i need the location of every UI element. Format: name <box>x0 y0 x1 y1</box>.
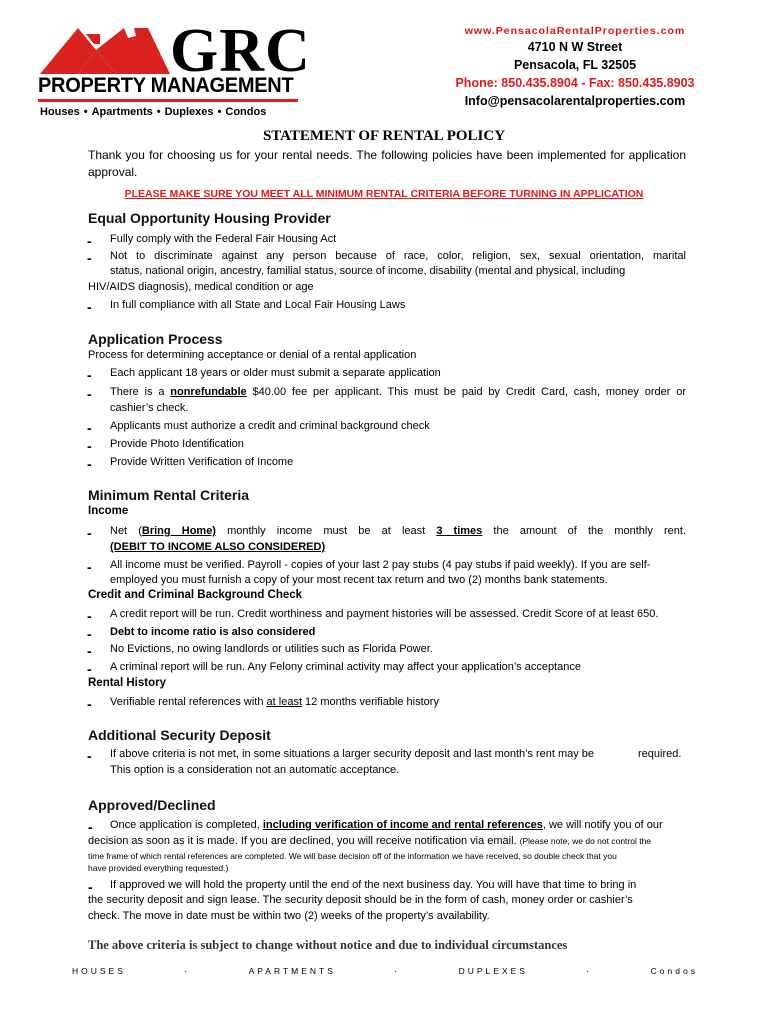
bring-home-text: Bring Home) <box>141 525 216 537</box>
application-item-3: Applicants must authorize a credit and criminal background check <box>110 420 430 432</box>
approved-heading: Approved/Declined <box>88 797 216 813</box>
logo-tagline: Houses • Apartments • Duplexes • Condos <box>40 106 267 118</box>
application-item-2-cont: cashier’s check. <box>110 402 189 414</box>
bullet-icon: - <box>87 438 92 454</box>
approved-note-line2: time frame of which rental references are completed. We will base decision off of the information we have received, so double check that you <box>88 851 617 861</box>
footer-condos: Condos <box>650 966 698 976</box>
logo-brand: GRC <box>170 17 311 85</box>
credit-item-4: A criminal report will be run. Any Felony criminal activity may affect your application’s acceptance <box>110 661 581 673</box>
bullet-icon: - <box>87 696 92 712</box>
three-times-text: 3 times <box>436 525 483 537</box>
bullet-icon: - <box>87 626 92 642</box>
intro-paragraph: Thank you for choosing us for your rental needs. The following policies have been implemented for application approval. <box>88 148 686 179</box>
approved-note-line3: have provided everything requested.) <box>88 863 229 873</box>
equal-opportunity-heading: Equal Opportunity Housing Provider <box>88 210 331 226</box>
history-text-1: Verifiable rental references with <box>110 696 267 708</box>
equal-item-2-cont: status, national origin, ancestry, familial status, source of income, disability (mental and physical, including <box>110 265 626 277</box>
tagline-houses: Houses <box>40 106 80 118</box>
approved-para-2-line3: check. The move in date must be within two (2) weeks of the property’s availability. <box>88 910 490 922</box>
history-text-3: 12 months verifiable history <box>302 696 439 708</box>
income-heading: Income <box>88 505 129 517</box>
equal-item-1: Fully comply with the Federal Fair Housing Act <box>110 233 337 245</box>
approved-para-2-line2: the security deposit and sign lease. The security deposit should be in the form of cash, money order or cashier’s <box>88 894 633 906</box>
fee-text: There is a <box>110 386 171 398</box>
application-item-1: Each applicant 18 years or older must submit a separate application <box>110 367 441 379</box>
bullet-icon: - <box>87 748 92 764</box>
income-verify-cont: employed you must furnish a copy of your most recent tax return and two (2) months bank statements. <box>110 574 608 586</box>
deposit-line-1-end: required. <box>638 748 682 760</box>
bullet-icon: - <box>87 386 92 402</box>
credit-heading: Credit and Criminal Background Check <box>88 589 303 601</box>
application-subtext: Process for determining acceptance or denial of a rental application <box>88 349 417 361</box>
document-title: STATEMENT OF RENTAL POLICY <box>262 128 506 144</box>
fee-text-2: $40.00 fee per applicant. This must be paid by Credit Card, cash, money order or <box>246 386 686 398</box>
approved-para-1-line2 <box>88 834 651 850</box>
bullet-icon: - <box>87 420 92 436</box>
tagline-duplexes: Duplexes <box>164 106 214 118</box>
bullet-icon: - <box>87 525 92 541</box>
tagline-condos: Condos <box>225 106 267 118</box>
bullet-icon: - <box>88 819 93 835</box>
at-least-text: at least <box>266 696 302 708</box>
approved-para-2: If approved we will hold the property until the end of the next business day. You will have that time to bring in <box>110 879 637 891</box>
application-item-4: Provide Photo Identification <box>110 438 244 450</box>
footer-separator: · <box>394 966 401 976</box>
approved-text-a: Once application is completed, <box>110 819 263 831</box>
nonrefundable-text: nonrefundable <box>170 386 247 398</box>
net-text-3: monthly income must be at least <box>215 525 437 537</box>
credit-item-1: A credit report will be run. Credit worthiness and payment histories will be assessed. Credit Score of at least 650. <box>110 608 659 620</box>
verification-text: including verification of income and rental references <box>262 819 543 831</box>
footer-separator: · <box>184 966 191 976</box>
email-link[interactable]: Info@pensacolarentalproperties.com <box>464 94 686 108</box>
approved-line2-text: decision as soon as it is made. If you are declined, you will receive notification via email. <box>88 835 520 847</box>
bullet-icon: - <box>88 879 93 895</box>
net-text-1: Net ( <box>110 525 142 537</box>
footer-apartments: APARTMENTS <box>248 966 336 976</box>
income-net-requirement <box>110 524 686 540</box>
bullet-icon: - <box>87 299 92 315</box>
application-item-5: Provide Written Verification of Income <box>110 456 294 468</box>
footer-disclaimer: The above criteria is subject to change without notice and due to individual circumstances <box>88 938 568 952</box>
deposit-line-2: This option is a consideration not an automatic acceptance. <box>110 764 400 776</box>
bullet-icon: - <box>87 643 92 659</box>
bullet-icon: - <box>87 661 92 677</box>
rental-history-item <box>110 695 439 711</box>
equal-item-2: Not to discriminate against any person because of race, color, religion, sex, sexual orientation, marital <box>110 250 686 262</box>
footer-houses: HOUSES <box>72 966 126 976</box>
approved-para-1 <box>110 818 663 834</box>
deposit-line-1: If above criteria is not met, in some situations a larger security deposit and last month’s rent may be <box>110 748 595 760</box>
footer-separator: · <box>586 966 593 976</box>
criteria-heading: Minimum Rental Criteria <box>88 487 250 503</box>
income-verify-item: All income must be verified. Payroll - copies of your last 2 pay stubs (4 pay stubs if paid weekly). If you are self- <box>110 559 651 571</box>
logo-name: PROPERTY MANAGEMENT <box>38 73 294 97</box>
credit-item-3: No Evictions, no owing landlords or utilities such as Florida Power. <box>110 643 433 655</box>
tagline-apartments: Apartments <box>91 106 153 118</box>
company-logo <box>38 17 311 122</box>
net-text-5: the amount of the monthly rent. <box>482 525 687 537</box>
phone-fax: Phone: 850.435.8904 - Fax: 850.435.8903 <box>455 76 695 90</box>
application-heading: Application Process <box>88 331 223 347</box>
approved-note-start: (Please note, we do not control the <box>519 836 652 846</box>
rental-history-heading: Rental History <box>88 677 166 689</box>
bullet-icon: - <box>87 456 92 472</box>
logo-divider <box>38 99 298 102</box>
website-link[interactable]: www.PensacolaRentalProperties.com <box>464 25 686 37</box>
bullet-icon: - <box>87 250 92 266</box>
debit-to-income-note: (DEBIT TO INCOME ALSO CONSIDERED) <box>110 541 326 553</box>
approved-text-c: , we will notify you of our <box>542 819 663 831</box>
city-address: Pensacola, FL 32505 <box>513 58 637 72</box>
criteria-warning: PLEASE MAKE SURE YOU MEET ALL MINIMUM RENTAL CRITERIA BEFORE TURNING IN APPLICATION <box>124 188 644 200</box>
contact-block <box>420 24 730 110</box>
credit-item-2: Debt to income ratio is also considered <box>110 626 316 638</box>
bullet-icon: - <box>87 608 92 624</box>
bullet-icon: - <box>87 233 92 249</box>
deposit-heading: Additional Security Deposit <box>88 727 271 743</box>
street-address: 4710 N W Street <box>527 40 623 54</box>
equal-item-2-cont2: HIV/AIDS diagnosis), medical condition or age <box>88 281 314 293</box>
logo-triangles-icon <box>38 26 178 76</box>
equal-item-3: In full compliance with all State and Local Fair Housing Laws <box>110 299 406 311</box>
footer-bar <box>72 966 698 976</box>
application-item-2 <box>110 385 686 401</box>
bullet-icon: - <box>87 367 92 383</box>
footer-duplexes: DUPLEXES <box>458 966 528 976</box>
bullet-icon: - <box>87 559 92 575</box>
